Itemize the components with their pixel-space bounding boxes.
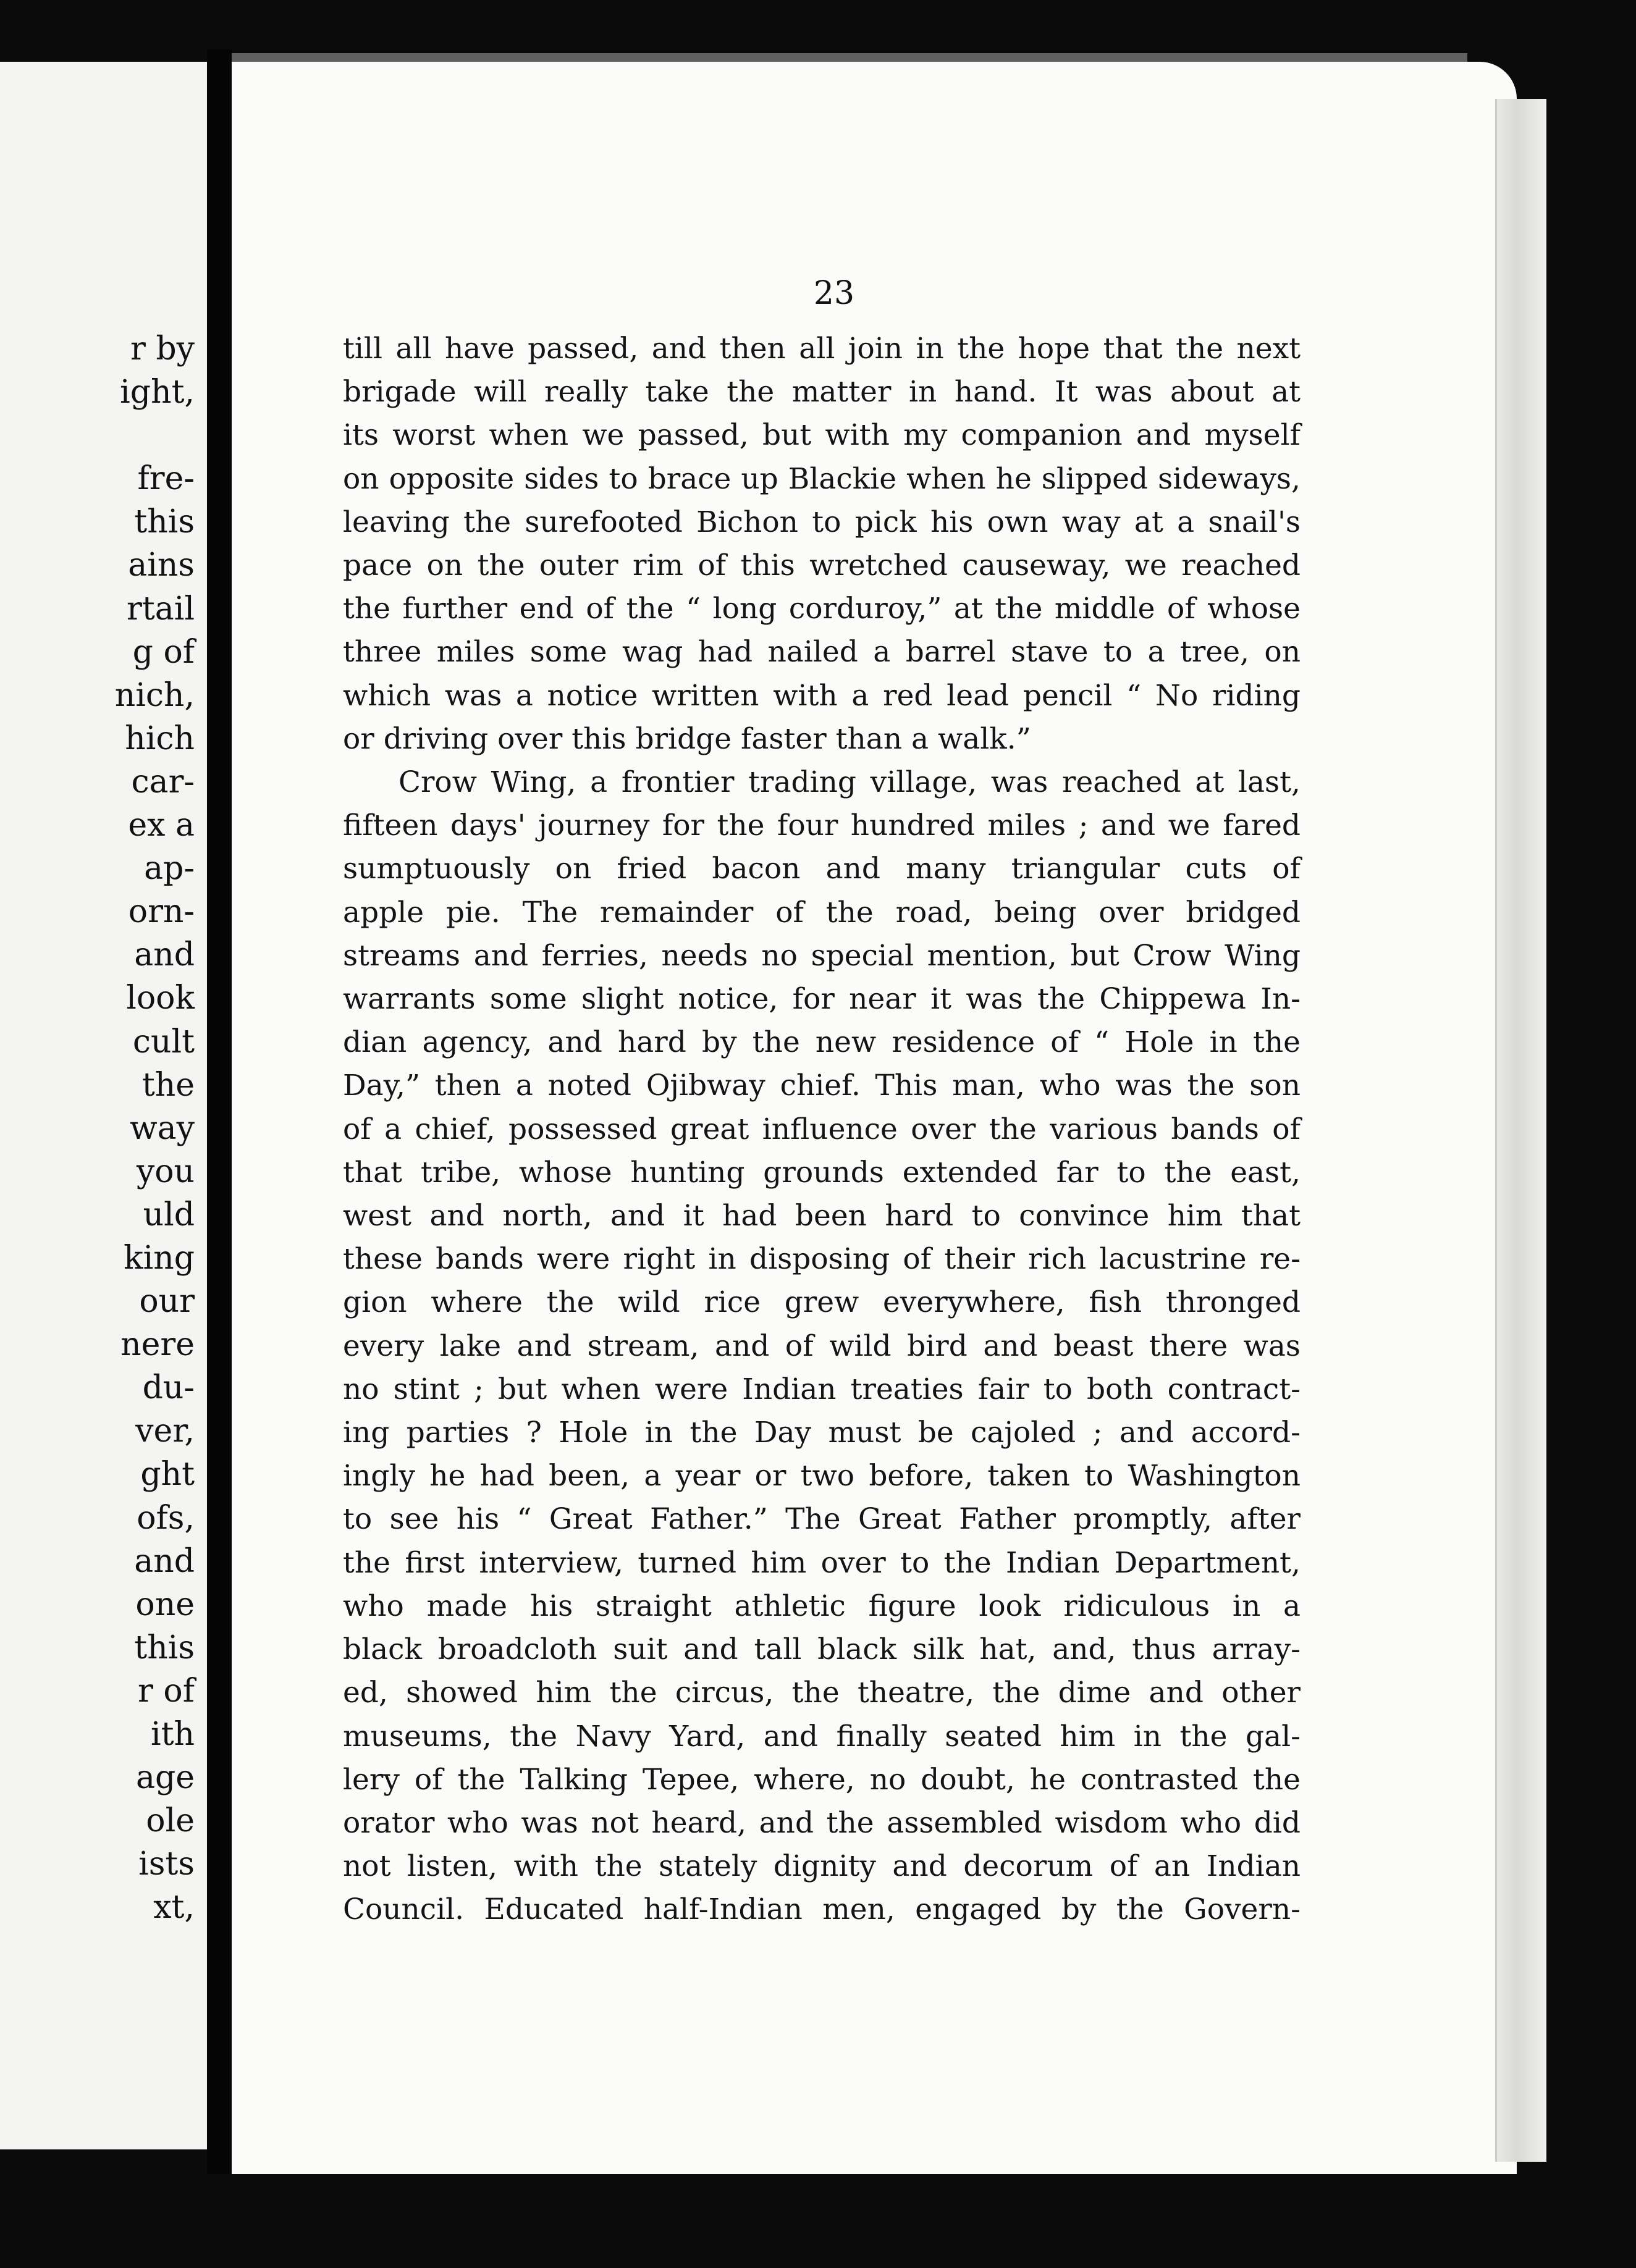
text-line: gion where the wild rice grew everywhere, fish thronged [343,1285,1301,1320]
left-page-line: look [126,980,195,1017]
left-page-line-fragments [0,327,195,1929]
left-page-line: ight, [120,374,195,411]
left-page-line: nere [120,1326,195,1364]
left-page-line: ght [140,1456,195,1493]
text-line: which was a notice written with a red lead pencil “ No riding [343,678,1301,713]
page-number: 23 [813,275,855,312]
left-page-line: du- [142,1369,195,1407]
page-stack-edge [1495,99,1546,2162]
text-line: warrants some slight notice, for near it was the Chippewa In- [343,982,1301,1017]
left-page-line: you [136,1153,195,1190]
text-line: orator who was not heard, and the assembled wisdom who did [343,1805,1301,1840]
text-line: pace on the outer rim of this wretched causeway, we reached [343,548,1301,583]
left-page-line: r of [138,1672,195,1710]
text-line: leaving the surefooted Bichon to pick his own way at a snail's [343,505,1301,539]
left-page-line: ver, [135,1413,195,1450]
text-line: dian agency, and hard by the new residence of “ Hole in the [343,1025,1301,1060]
text-line: that tribe, whose hunting grounds extended far to the east, [343,1155,1301,1190]
left-page-line: the [141,1066,195,1104]
left-page-line: and [134,1542,195,1580]
left-page-line: car- [131,763,195,800]
left-page-line: ofs, [137,1499,195,1537]
text-line: or driving over this bridge faster than a walk.” [343,721,1031,756]
left-page-line: cult [132,1023,195,1060]
text-line: ed, showed him the circus, the theatre, the dime and other [343,1676,1301,1710]
text-line: who made his straight athletic figure look ridiculous in a [343,1589,1301,1623]
left-page-line: ith [150,1716,195,1753]
book-gutter [207,49,232,2174]
text-line: its worst when we passed, but with my companion and myself [343,418,1301,453]
left-page-line: fre- [137,460,195,498]
text-line: ing parties ? Hole in the Day must be cajoled ; and accord- [343,1416,1301,1450]
text-line: sumptuously on fried bacon and many triangular cuts of [343,852,1301,886]
text-line: brigade will really take the matter in hand. It was about at [343,375,1301,410]
left-page-line: ole [146,1802,195,1840]
text-line: black broadcloth suit and tall black silk hat, and, thus array- [343,1632,1301,1667]
left-page-line: hich [125,720,195,757]
left-page-line: uld [143,1196,195,1233]
text-line: ingly he had been, a year or two before, taken to Washington [343,1459,1301,1493]
text-line: three miles some wag had nailed a barrel stave to a tree, on [343,635,1301,670]
left-page-line: r by [130,330,195,368]
text-line: no stint ; but when were Indian treaties fair to both contract- [343,1372,1301,1406]
left-page-line: king [124,1239,195,1277]
text-line: lery of the Talking Tepee, where, no doubt, he contrasted the [343,1762,1301,1797]
text-line: the first interview, turned him over to the Indian Department, [343,1545,1301,1580]
left-page-line [0,414,195,457]
body-text [343,327,1301,1932]
left-page-line: this [134,503,195,541]
text-line: on opposite sides to brace up Blackie when he slipped sideways, [343,461,1301,496]
text-line: fifteen days' journey for the four hundred miles ; and we fared [343,808,1301,843]
text-line: of a chief, possessed great influence over the various bands of [343,1112,1301,1146]
left-page-line: rtail [126,590,195,628]
text-line: to see his “ Great Father.” The Great Father promptly, after [343,1502,1301,1537]
left-page-line: orn- [128,893,195,931]
left-page-line: ex a [128,807,195,844]
left-page-line: g of [132,633,195,671]
text-line: the further end of the “ long corduroy,” at the middle of whose [343,592,1301,626]
left-page-line: our [139,1283,195,1321]
left-page-line: this [134,1629,195,1666]
left-page-line: nich, [114,676,195,714]
text-line: museums, the Navy Yard, and finally seated him in the gal- [343,1719,1301,1754]
left-page-line: ap- [144,850,195,888]
left-facing-page [0,62,211,2149]
left-page-line: age [135,1759,195,1797]
text-line: west and north, and it had been hard to convince him that [343,1199,1301,1233]
left-page-line: ains [128,547,195,584]
text-line: Crow Wing, a frontier trading village, was reached at last, [398,765,1301,800]
left-page-line: xt, [153,1889,195,1926]
text-line: not listen, with the stately dignity and decorum of an Indian [343,1849,1301,1884]
text-line: streams and ferries, needs no special mention, but Crow Wing [343,938,1301,973]
left-page-line: way [130,1109,195,1147]
text-line: every lake and stream, and of wild bird and beast there was [343,1329,1301,1363]
left-page-line: one [135,1586,195,1623]
left-page-line: and [134,936,195,974]
text-line: Council. Educated half-Indian men, engaged by the Govern- [343,1892,1301,1927]
text-line: these bands were right in disposing of their rich lacustrine re- [343,1242,1301,1277]
left-page-line: ists [138,1846,195,1883]
text-line: Day,” then a noted Ojibway chief. This man, who was the son [343,1069,1301,1103]
text-line: till all have passed, and then all join in the hope that the next [343,332,1301,366]
text-line: apple pie. The remainder of the road, being over bridged [343,895,1301,930]
